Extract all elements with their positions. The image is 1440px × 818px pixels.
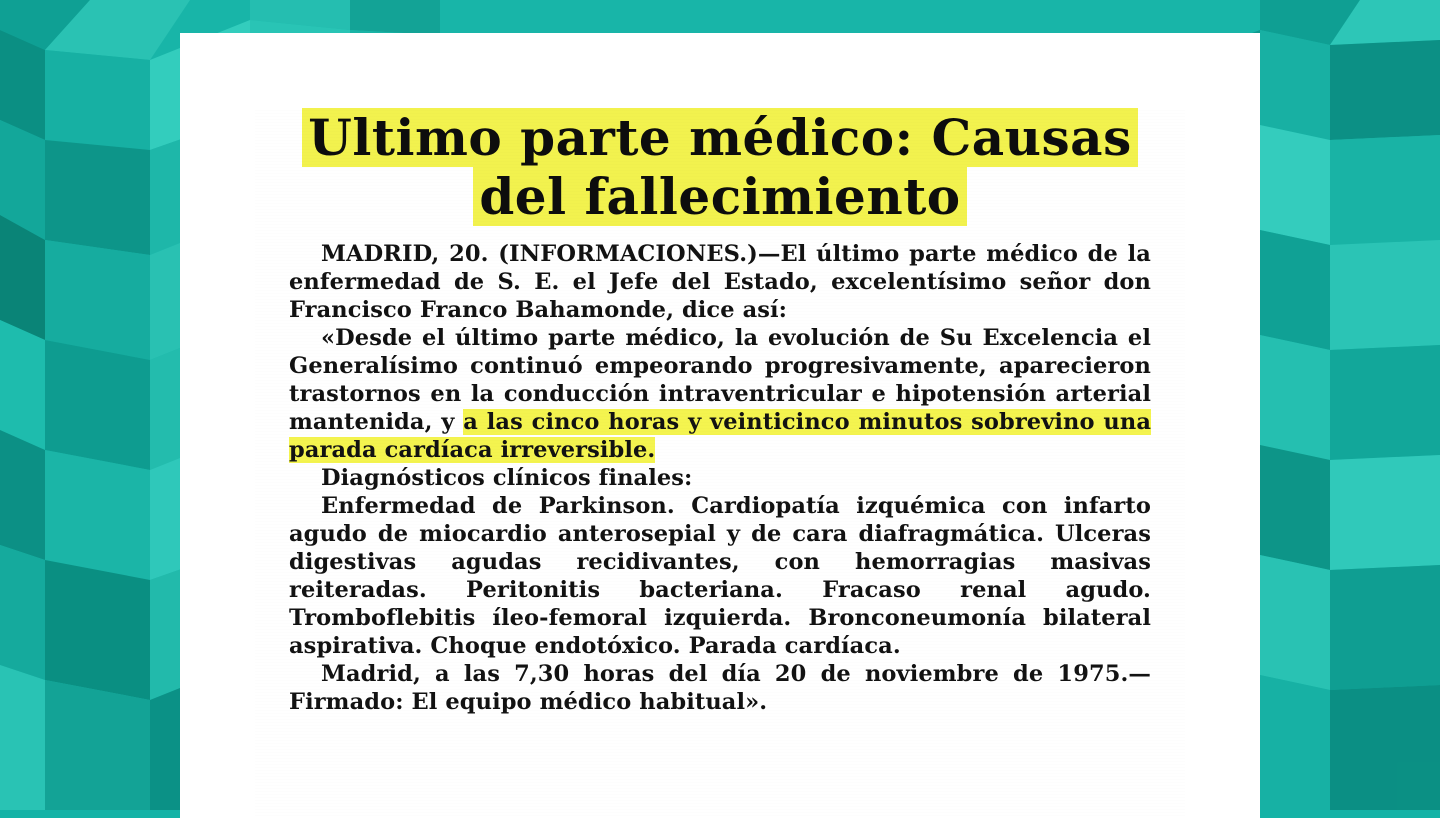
headline-line-2	[255, 167, 1185, 226]
paragraph-parte-medico	[289, 324, 1151, 464]
paragraph-firma: Madrid, a las 7,30 horas del día 20 de noviembre de 1975.—Firmado: El equipo médico habitual».	[289, 661, 1151, 715]
headline-highlight-2: del fallecimiento	[473, 167, 966, 226]
paragraph-diagnosticos: Enfermedad de Parkinson. Cardiopatía izquémica con infarto agudo de miocardio anterosepial y de cara diafragmática. Ulceras digestivas agudas recidivantes, con hemorragias masivas reiteradas. Peritonitis bacteriana. Fracaso renal agudo. Tromboflebitis íleo-femoral izquierda. Bronconeumonía bilateral aspirativa. Choque endotóxico. Parada cardíaca.	[289, 493, 1151, 659]
headline-highlight-1: Ultimo parte médico: Causas	[302, 108, 1137, 167]
paragraph-diagnosticos-label: Diagnósticos clínicos finales:	[321, 465, 693, 491]
headline-line-1	[255, 108, 1185, 167]
newspaper-clipping	[255, 108, 1185, 818]
paragraph-parte-highlight: a las cinco horas y veinticinco minutos sobrevino una parada cardíaca irreversible.	[289, 409, 1151, 463]
clipping-body	[289, 240, 1151, 716]
slide-sheet	[180, 33, 1260, 818]
paragraph-parte-text-before: «Desde el último parte médico, la evolución de Su Excelencia el Generalísimo continuó empeorando progresivamente, aparecieron trastornos en la conducción intraventricular e hipotensión arterial mantenida, y	[289, 325, 1151, 435]
paragraph-lead: MADRID, 20. (INFORMACIONES.)—El último parte médico de la enfermedad de S. E. el Jefe del Estado, excelentísimo señor don Francisco Franco Bahamonde, dice así:	[289, 241, 1151, 323]
clipping-headline	[255, 108, 1185, 226]
